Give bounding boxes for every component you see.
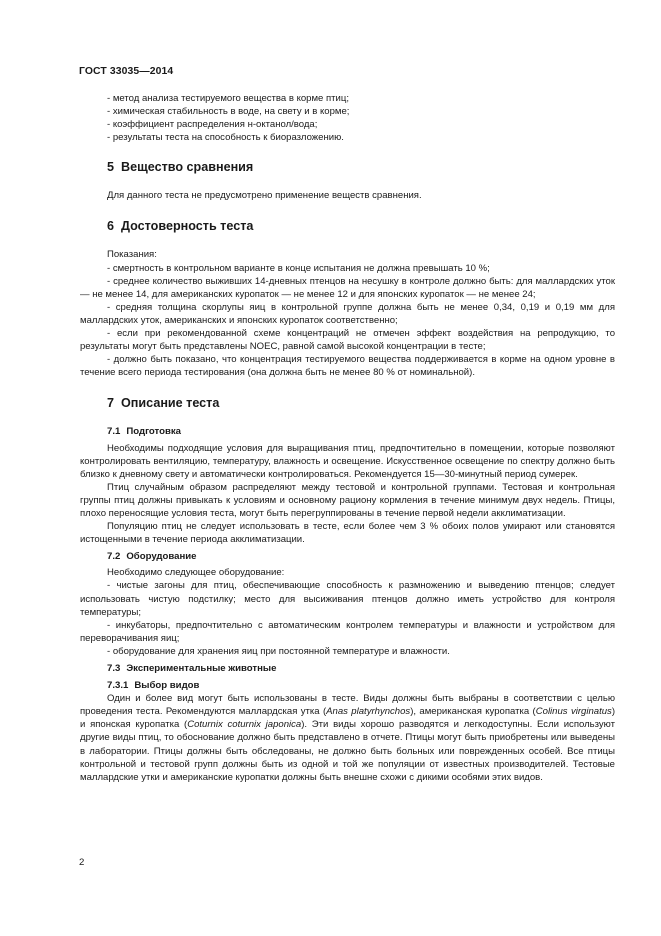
list-item: - результаты теста на способность к биоразложению. xyxy=(107,132,344,144)
paragraph: Показания: xyxy=(107,249,157,261)
paragraph: Необходимо следующее оборудование: xyxy=(107,567,285,579)
list-item: - метод анализа тестируемого вещества в корме птиц; xyxy=(107,93,349,104)
section-title: Вещество сравнения xyxy=(121,160,254,175)
standard-header: ГОСТ 33035—2014 xyxy=(79,66,174,77)
list-item: - смертность в контрольном варианте в конце испытания не должна превышать 10 %; xyxy=(107,262,490,274)
subsection-heading xyxy=(107,550,615,563)
list-item: - коэффициент распределения н-октанол/вода; xyxy=(107,119,318,131)
section-title: Достоверность теста xyxy=(121,219,254,234)
page-content xyxy=(80,92,616,784)
paragraph xyxy=(80,692,615,784)
paragraph: Птиц случайным образом распределяют между тестовой и контрольной группами. Тестовая и контрольная группы птиц должны привыкать к условиям и основному рациону кормления в течение минимум двух недель. Птицы, плохо переносящие условия теста, могут быть перегруппированы в течение первой недели акклиматизации. xyxy=(80,481,615,519)
section-heading xyxy=(107,396,615,411)
text-run: ) и японская куропатка ( xyxy=(80,706,616,731)
list-item: - чистые загоны для птиц, обеспечивающие способность к размножению и выведению птенцов; следует использовать чистую подстилку; место для высиживания птенцов должно иметь устройство для контроля температуры; xyxy=(80,580,615,618)
section-heading xyxy=(107,219,615,234)
section-number: 7 xyxy=(107,396,115,411)
list-item: - если при рекомендованной схеме концентраций не отмечен эффект воздействия на репродукцию, то результаты могут быть представлены NOEC, равной самой высокой концентрации в тесте; xyxy=(80,328,615,353)
subsection-title: Подготовка xyxy=(126,426,182,438)
subsection-heading xyxy=(107,662,615,675)
text-run: ). Эти виды хорошо разводятся и легкодоступны. Если используют другие виды птиц, то обоснование должно быть представлено в отчете. Птицы могут быть приобретены или выведены в лаборатории. Птицы должны быть обследованы, не должно быть больных или поврежденных особей. Все птицы контрольной и тестовой групп должны быть из одной и той же популяции от известных производителей. Тестовые маллардские утки и американские куропатки должны быть внешне схожи с дикими особями этих видов. xyxy=(80,719,616,783)
list-item: - должно быть показано, что концентрация тестируемого вещества поддерживается в корме на одном уровне в течение всего периода тестирования (она должна быть не менее 80 % от номинальной). xyxy=(80,354,615,379)
list-item: - оборудование для хранения яиц при постоянной температуре и влажности. xyxy=(107,645,450,657)
text-run: Один и более вид могут быть использованы в тесте. Виды должны быть выбраны в соответствии с целью проведения теста. Рекомендуются маллардская утка ( xyxy=(80,693,615,718)
text-run: ), американская куропатка ( xyxy=(410,706,536,718)
latin-name: Anas platyrhynchos xyxy=(326,706,411,718)
subsubsection-number: 7.3.1 xyxy=(107,680,129,692)
subsection-title: Оборудование xyxy=(126,551,197,563)
section-heading xyxy=(107,160,615,175)
paragraph: Для данного теста не предусмотрено применение веществ сравнения. xyxy=(107,190,422,202)
subsection-number: 7.2 xyxy=(107,551,121,563)
list-item: - средняя толщина скорлупы яиц в контрольной группе должна быть не менее 0,34, 0,19 и 0,19 мм для маллардских уток, американских и японских куропаток соответственно; xyxy=(80,301,615,326)
paragraph: Необходимы подходящие условия для выращивания птиц, предпочтительно в помещении, которые позволяют контролировать вентиляцию, температуру, влажность и освещение. Искусственное освещение по спектру должно быть близко к дневному свету и автоматически контролироваться. Рекомендуется 15—30-минутный период сумерек. xyxy=(80,442,615,480)
list-item: - химическая стабильность в воде, на свету и в корме; xyxy=(107,106,350,118)
subsection-title: Экспериментальные животные xyxy=(126,663,277,674)
section-number: 5 xyxy=(107,160,115,175)
latin-name: Colinus virginatus xyxy=(535,706,612,718)
list-item: - инкубаторы, предпочтительно с автоматическим контролем температуры и влажности и устройством для переворачивания яиц; xyxy=(80,619,615,644)
subsection-number: 7.3 xyxy=(107,663,121,674)
page-number: 2 xyxy=(79,857,85,868)
subsubsection-title: Выбор видов xyxy=(134,680,200,692)
section-number: 6 xyxy=(107,219,115,234)
list-item: - среднее количество выживших 14-дневных птенцов на несушку в контроле должно быть: для маллардских уток — не менее 14, для американских куропаток — не менее 12 и для японских куропаток — не менее 24; xyxy=(80,275,615,300)
subsubsection-heading xyxy=(107,679,615,692)
subsection-number: 7.1 xyxy=(107,426,121,438)
paragraph: Популяцию птиц не следует использовать в тесте, если более чем 3 % обоих полов умирают или становятся истощенными в течение периода акклиматизации. xyxy=(80,521,615,546)
section-title: Описание теста xyxy=(121,396,220,411)
subsection-heading xyxy=(107,425,615,438)
latin-name: Coturnix coturnix japonica xyxy=(187,719,302,731)
